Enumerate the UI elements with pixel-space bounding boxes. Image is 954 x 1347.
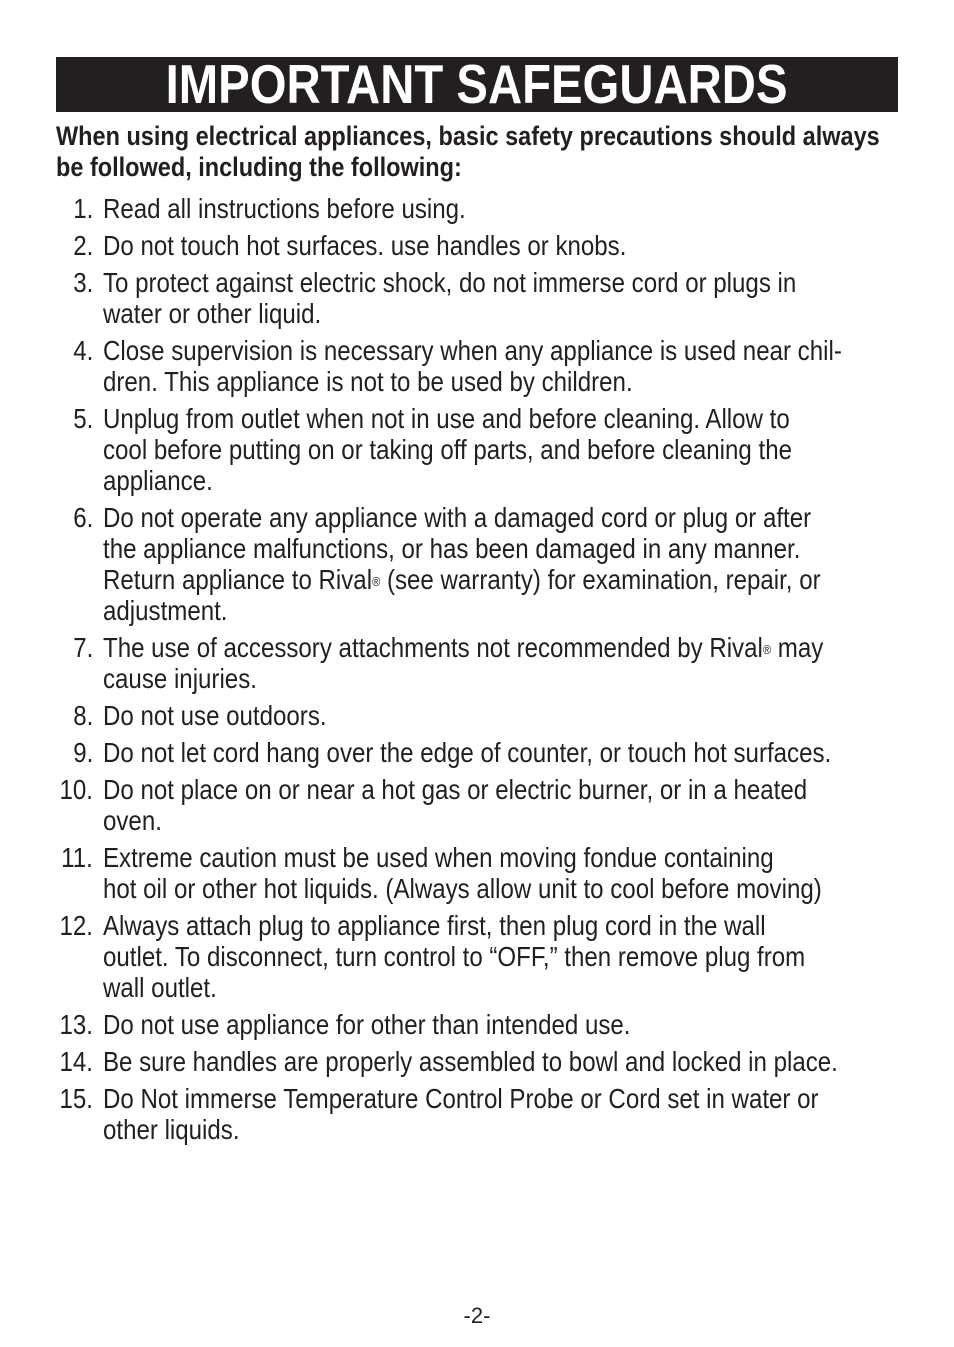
title-banner bbox=[56, 53, 898, 115]
item-number: 4. bbox=[72, 335, 93, 366]
item-text bbox=[103, 632, 894, 694]
item-text-line: Do not let cord hang over the edge of counter, or touch hot surfaces. bbox=[103, 737, 832, 768]
item-text bbox=[103, 737, 894, 768]
item-text-line: cause injuries. bbox=[103, 663, 257, 694]
item-text bbox=[103, 700, 894, 731]
item-number: 6. bbox=[72, 502, 93, 533]
item-text-line: Be sure handles are properly assembled to bowl and locked in place. bbox=[103, 1046, 838, 1077]
item-number: 3. bbox=[72, 267, 93, 298]
item-text-line: cool before putting on or taking off parts, and before cleaning the bbox=[103, 434, 792, 465]
safeguard-item bbox=[0, 1046, 954, 1077]
item-text bbox=[103, 774, 894, 836]
item-text bbox=[103, 403, 894, 496]
item-number: 7. bbox=[72, 632, 93, 663]
item-text-line: wall outlet. bbox=[103, 972, 217, 1003]
safeguard-item bbox=[0, 774, 954, 836]
item-text-line: Do not use outdoors. bbox=[103, 700, 327, 731]
item-text-line: oven. bbox=[103, 805, 162, 836]
item-text bbox=[103, 335, 894, 397]
safeguard-item bbox=[0, 1009, 954, 1040]
safeguard-item bbox=[0, 267, 954, 329]
item-text-line: dren. This appliance is not to be used by children. bbox=[103, 366, 633, 397]
registered-mark: ® bbox=[372, 574, 381, 589]
item-text-line: Do not touch hot surfaces. use handles or knobs. bbox=[103, 230, 627, 261]
item-text-line: Do not place on or near a hot gas or electric burner, or in a heated bbox=[103, 774, 808, 805]
item-text-line: Do not use appliance for other than intended use. bbox=[103, 1009, 631, 1040]
item-text-line: the appliance malfunctions, or has been damaged in any manner. bbox=[103, 533, 801, 564]
item-text bbox=[103, 1083, 894, 1145]
item-number: 5. bbox=[72, 403, 93, 434]
item-text-line: To protect against electric shock, do not immerse cord or plugs in bbox=[103, 267, 797, 298]
item-number: 2. bbox=[72, 230, 93, 261]
intro-line: When using electrical appliances, basic safety precautions should always bbox=[56, 121, 880, 151]
page-number: -2- bbox=[463, 1303, 491, 1328]
item-text-line: Extreme caution must be used when moving fondue containing bbox=[103, 842, 774, 873]
item-text-line: appliance. bbox=[103, 465, 213, 496]
safeguard-item bbox=[0, 632, 954, 694]
item-number: 12. bbox=[59, 910, 93, 941]
safeguard-item bbox=[0, 700, 954, 731]
safeguard-item bbox=[0, 737, 954, 768]
item-text-line: Close supervision is necessary when any appliance is used near chil- bbox=[103, 335, 842, 366]
item-text-line: Do not operate any appliance with a damaged cord or plug or after bbox=[103, 502, 812, 533]
intro-paragraph bbox=[56, 121, 880, 183]
item-text-line: Read all instructions before using. bbox=[103, 193, 466, 224]
safeguard-item bbox=[0, 193, 954, 224]
item-text-line: adjustment. bbox=[103, 595, 228, 626]
item-text-line: Do Not immerse Temperature Control Probe or Cord set in water or bbox=[103, 1083, 819, 1114]
item-text bbox=[103, 193, 894, 224]
item-number: 15. bbox=[59, 1083, 93, 1114]
item-text bbox=[103, 267, 894, 329]
safeguard-item bbox=[0, 502, 954, 626]
item-text bbox=[103, 842, 894, 904]
safeguard-item bbox=[0, 230, 954, 261]
item-number: 13. bbox=[59, 1009, 93, 1040]
item-text-line: The use of accessory attachments not recommended by Rival® may bbox=[103, 632, 824, 663]
item-number: 9. bbox=[72, 737, 93, 768]
intro-line: be followed, including the following: bbox=[56, 152, 462, 182]
safeguard-item bbox=[0, 403, 954, 496]
safeguard-item bbox=[0, 910, 954, 1003]
item-text-line: water or other liquid. bbox=[103, 298, 322, 329]
item-number: 10. bbox=[59, 774, 93, 805]
page-title: IMPORTANT SAFEGUARDS bbox=[166, 53, 788, 115]
item-number: 8. bbox=[72, 700, 93, 731]
item-text-line: Return appliance to Rival® (see warranty) for examination, repair, or bbox=[103, 564, 821, 595]
safeguard-item bbox=[0, 335, 954, 397]
item-text-line: hot oil or other hot liquids. (Always allow unit to cool before moving) bbox=[103, 873, 822, 904]
item-text-line: Always attach plug to appliance first, then plug cord in the wall bbox=[103, 910, 766, 941]
item-text bbox=[103, 230, 894, 261]
item-text bbox=[103, 910, 894, 1003]
item-text-line: outlet. To disconnect, turn control to “OFF,” then remove plug from bbox=[103, 941, 806, 972]
registered-mark: ® bbox=[762, 642, 772, 657]
safeguard-item bbox=[0, 842, 954, 904]
item-number: 1. bbox=[72, 193, 93, 224]
safeguard-list bbox=[0, 193, 954, 1151]
item-number: 11. bbox=[61, 842, 93, 873]
safeguard-item bbox=[0, 1083, 954, 1145]
item-text bbox=[103, 1009, 894, 1040]
item-text bbox=[103, 1046, 894, 1077]
item-number: 14. bbox=[59, 1046, 93, 1077]
item-text-line: other liquids. bbox=[103, 1114, 240, 1145]
item-text-line: Unplug from outlet when not in use and before cleaning. Allow to bbox=[103, 403, 790, 434]
item-text bbox=[103, 502, 894, 626]
